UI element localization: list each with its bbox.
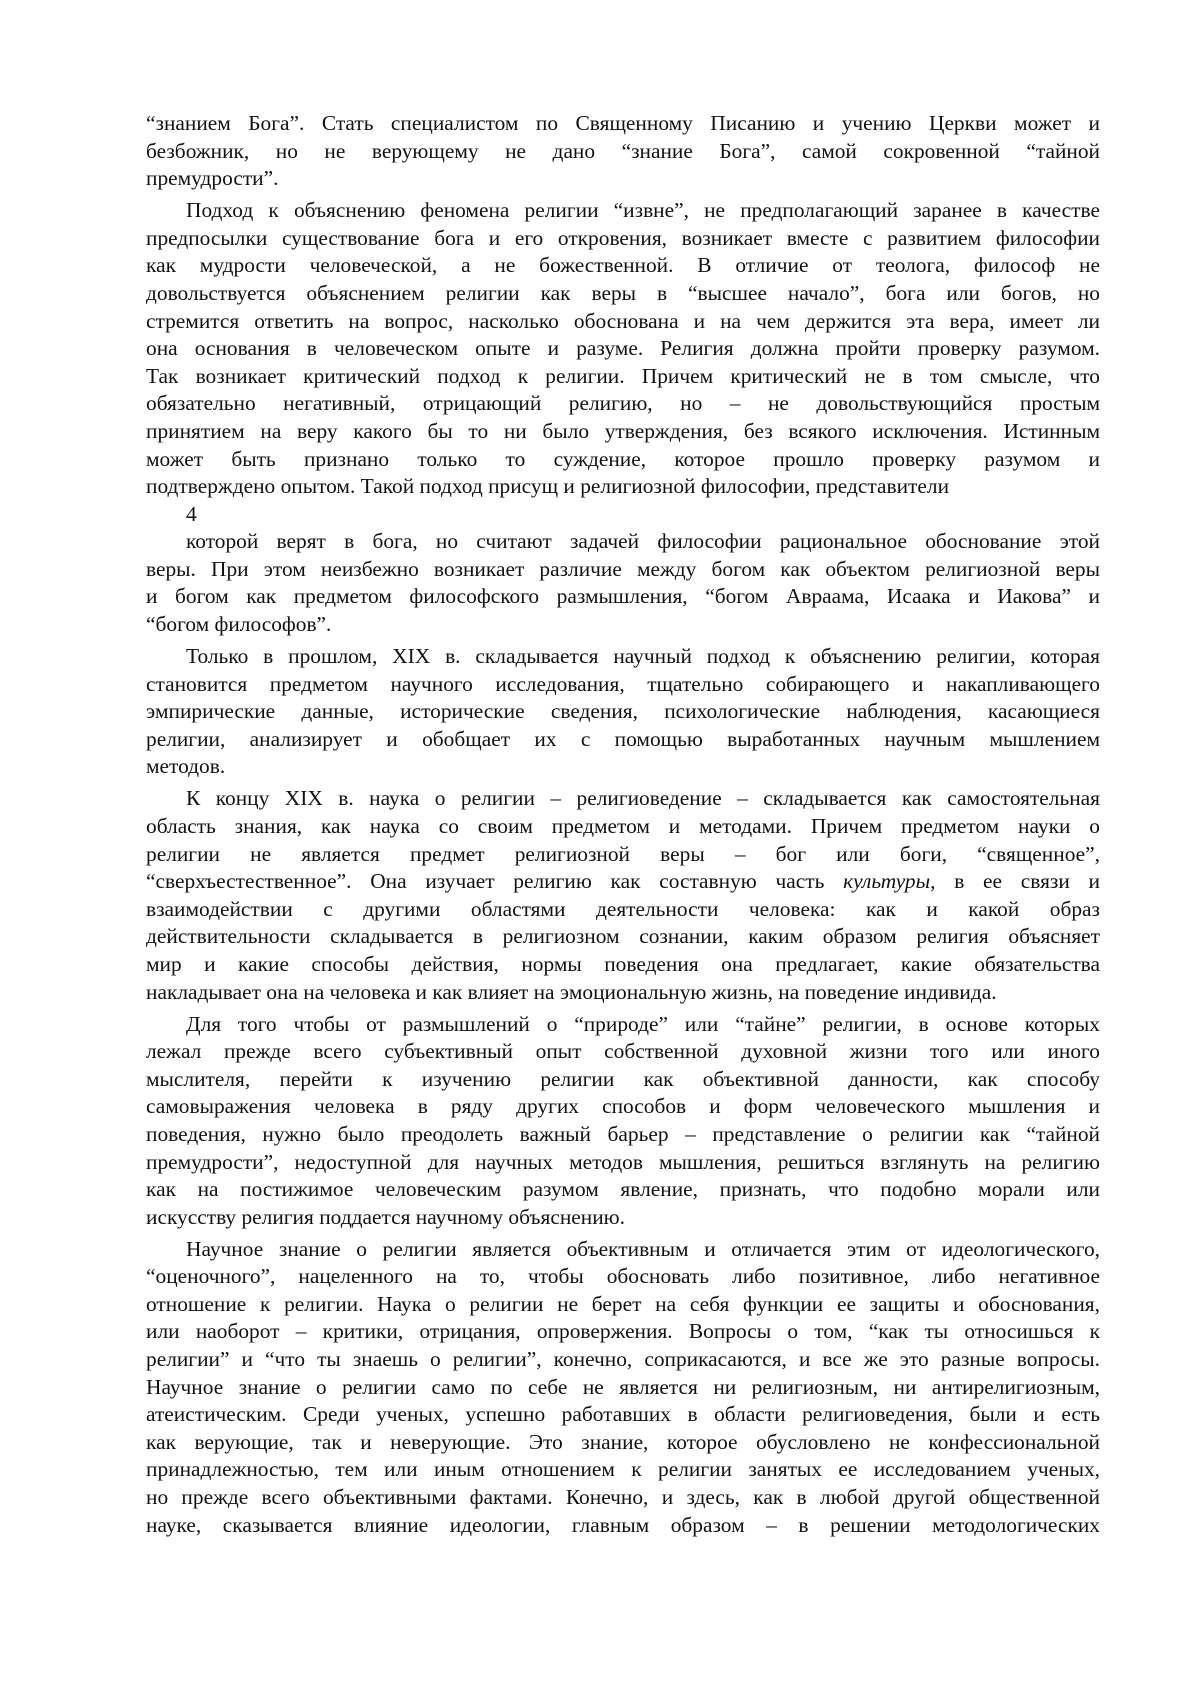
text-line: методов.: [146, 754, 226, 779]
text-line: Так возникает критический подход к религии. Причем критический не в том смысле, что: [146, 363, 1100, 388]
text-line: веры. При этом неизбежно возникает различие между богом как объектом религиозной веры: [146, 556, 1100, 581]
text-line: лежал прежде всего субъективный опыт собственной духовной жизни того или иного: [146, 1039, 1100, 1064]
text-line: обязательно негативный, отрицающий религию, но – не довольствующийся простым: [146, 391, 1100, 416]
text-line: Подход к объяснению феномена религии “извне”, не предполагающий заранее в качестве: [186, 198, 1100, 223]
paragraph-7: [146, 1236, 1100, 1540]
text-line: принадлежностью, тем или иным отношением к религии занятых ее исследованием ученых,: [146, 1457, 1100, 1482]
text-line: стремится ответить на вопрос, насколько обоснована и на чем держится эта вера, имеет ли: [146, 308, 1100, 333]
text-line: религии” и “что ты знаешь о религии”, конечно, соприкасаются, и все же это разные вопросы.: [146, 1347, 1100, 1372]
text-segment: в ее связи и: [954, 869, 1100, 894]
text-line: атеистическим. Среди ученых, успешно работавших в области религиоведения, были и есть: [146, 1402, 1100, 1427]
text-line: она основания в человеческом опыте и разуме. Религия должна пройти проверку разумом.: [146, 336, 1100, 361]
text-line: искусству религия поддается научному объяснению.: [146, 1204, 625, 1229]
paragraph-5: [146, 785, 1100, 1006]
text-line: “оценочного”, нацеленного на то, чтобы обосновать либо позитивное, либо негативное: [146, 1264, 1100, 1289]
text-line-with-italic: [146, 868, 1100, 896]
text-line: накладывает она на человека и как влияет на эмоциональную жизнь, на поведение индивида.: [146, 979, 997, 1004]
text-line: мир и какие способы действия, нормы поведения она предлагает, какие обязательства: [146, 951, 1100, 976]
text-line: область знания, как наука со своим предметом и методами. Причем предметом науки о: [146, 814, 1100, 839]
text-line: становится предметом научного исследования, тщательно собирающего и накапливающего: [146, 671, 1100, 696]
paragraph-3: [146, 528, 1100, 638]
text-line: К концу XIX в. наука о религии – религиоведение – складывается как самостоятельная: [186, 786, 1100, 811]
paragraph-6: [146, 1011, 1100, 1232]
text-line: но прежде всего объективными фактами. Конечно, и здесь, как в любой другой общественной: [146, 1485, 1100, 1510]
text-line: принятием на веру какого бы то ни было утверждения, без всякого исключения. Истинным: [146, 418, 1100, 443]
paragraph-1: [146, 110, 1100, 193]
text-line: самовыражения человека в ряду других способов и форм человеческого мышления и: [146, 1094, 1100, 1119]
text-line: взаимодействии с другими областями деятельности человека: как и какой образ: [146, 896, 1100, 921]
text-line: или наоборот – критики, отрицания, опровержения. Вопросы о том, “как ты относишься к: [146, 1319, 1100, 1344]
paragraph-4: [146, 643, 1100, 781]
text-line: мыслителя, перейти к изучению религии как объективной данности, как способу: [146, 1066, 1100, 1091]
document-page: [146, 110, 1100, 1539]
text-line: довольствуется объяснением религии как веры в “высшее начало”, бога или богов, но: [146, 280, 1100, 305]
text-line: поведения, нужно было преодолеть важный барьер – представление о религии как “тайной: [146, 1121, 1100, 1146]
text-line: безбожник, но не верующему не дано “знание Бога”, самой сокровенной “тайной: [146, 138, 1100, 163]
text-line: как верующие, так и неверующие. Это знание, которое обусловлено не конфессиональной: [146, 1429, 1100, 1454]
text-line: которой верят в бога, но считают задачей философии рациональное обоснование этой: [186, 529, 1100, 554]
paragraph-2: [146, 197, 1100, 501]
text-line: может быть признано только то суждение, которое прошло проверку разумом и: [146, 446, 1100, 471]
text-line: Научное знание о религии само по себе не является ни религиозным, ни антирелигиозным,: [146, 1374, 1100, 1399]
text-line: религии, анализирует и обобщает их с помощью выработанных научным мышлением: [146, 726, 1100, 751]
text-line: премудрости”.: [146, 166, 279, 191]
text-line: отношение к религии. Наука о религии не берет на себя функции ее защиты и обоснования,: [146, 1291, 1100, 1316]
text-line: действительности складывается в религиозном сознании, каким образом религия объясняет: [146, 924, 1100, 949]
text-line: предпосылки существование бога и его откровения, возникает вместе с развитием философии: [146, 225, 1100, 250]
italic-term: культуры,: [843, 869, 936, 894]
text-line: “знанием Бога”. Стать специалистом по Священному Писанию и учению Церкви может и: [146, 111, 1100, 135]
text-segment: “сверхъестественное”. Она изучает религию как составную часть: [146, 869, 825, 894]
text-line: подтверждено опытом. Такой подход присущ и религиозной философии, представители: [146, 474, 950, 499]
text-line: науке, сказывается влияние идеологии, главным образом – в решении методологических: [146, 1512, 1100, 1537]
text-line: Для того чтобы от размышлений о “природе” или “тайне” религии, в основе которых: [186, 1011, 1100, 1036]
text-line: Только в прошлом, XIX в. складывается научный подход к объяснению религии, которая: [186, 644, 1100, 669]
text-line: религии не является предмет религиозной веры – бог или боги, “священное”,: [146, 841, 1100, 866]
page-number: 4: [186, 501, 197, 526]
text-line: и богом как предметом философского размышления, “богом Авраама, Исаака и Иакова” и: [146, 584, 1100, 609]
text-line: Научное знание о религии является объективным и отличается этим от идеологического,: [186, 1236, 1100, 1261]
text-line: как на постижимое человеческим разумом явление, признать, что подобно морали или: [146, 1177, 1100, 1202]
text-line: “богом философов”.: [146, 612, 332, 637]
text-line: эмпирические данные, исторические сведения, психологические наблюдения, касающиеся: [146, 699, 1100, 724]
text-line: как мудрости человеческой, а не божественной. В отличие от теолога, философ не: [146, 253, 1100, 278]
text-line: премудрости”, недоступной для научных методов мышления, решиться взглянуть на религию: [146, 1149, 1100, 1174]
